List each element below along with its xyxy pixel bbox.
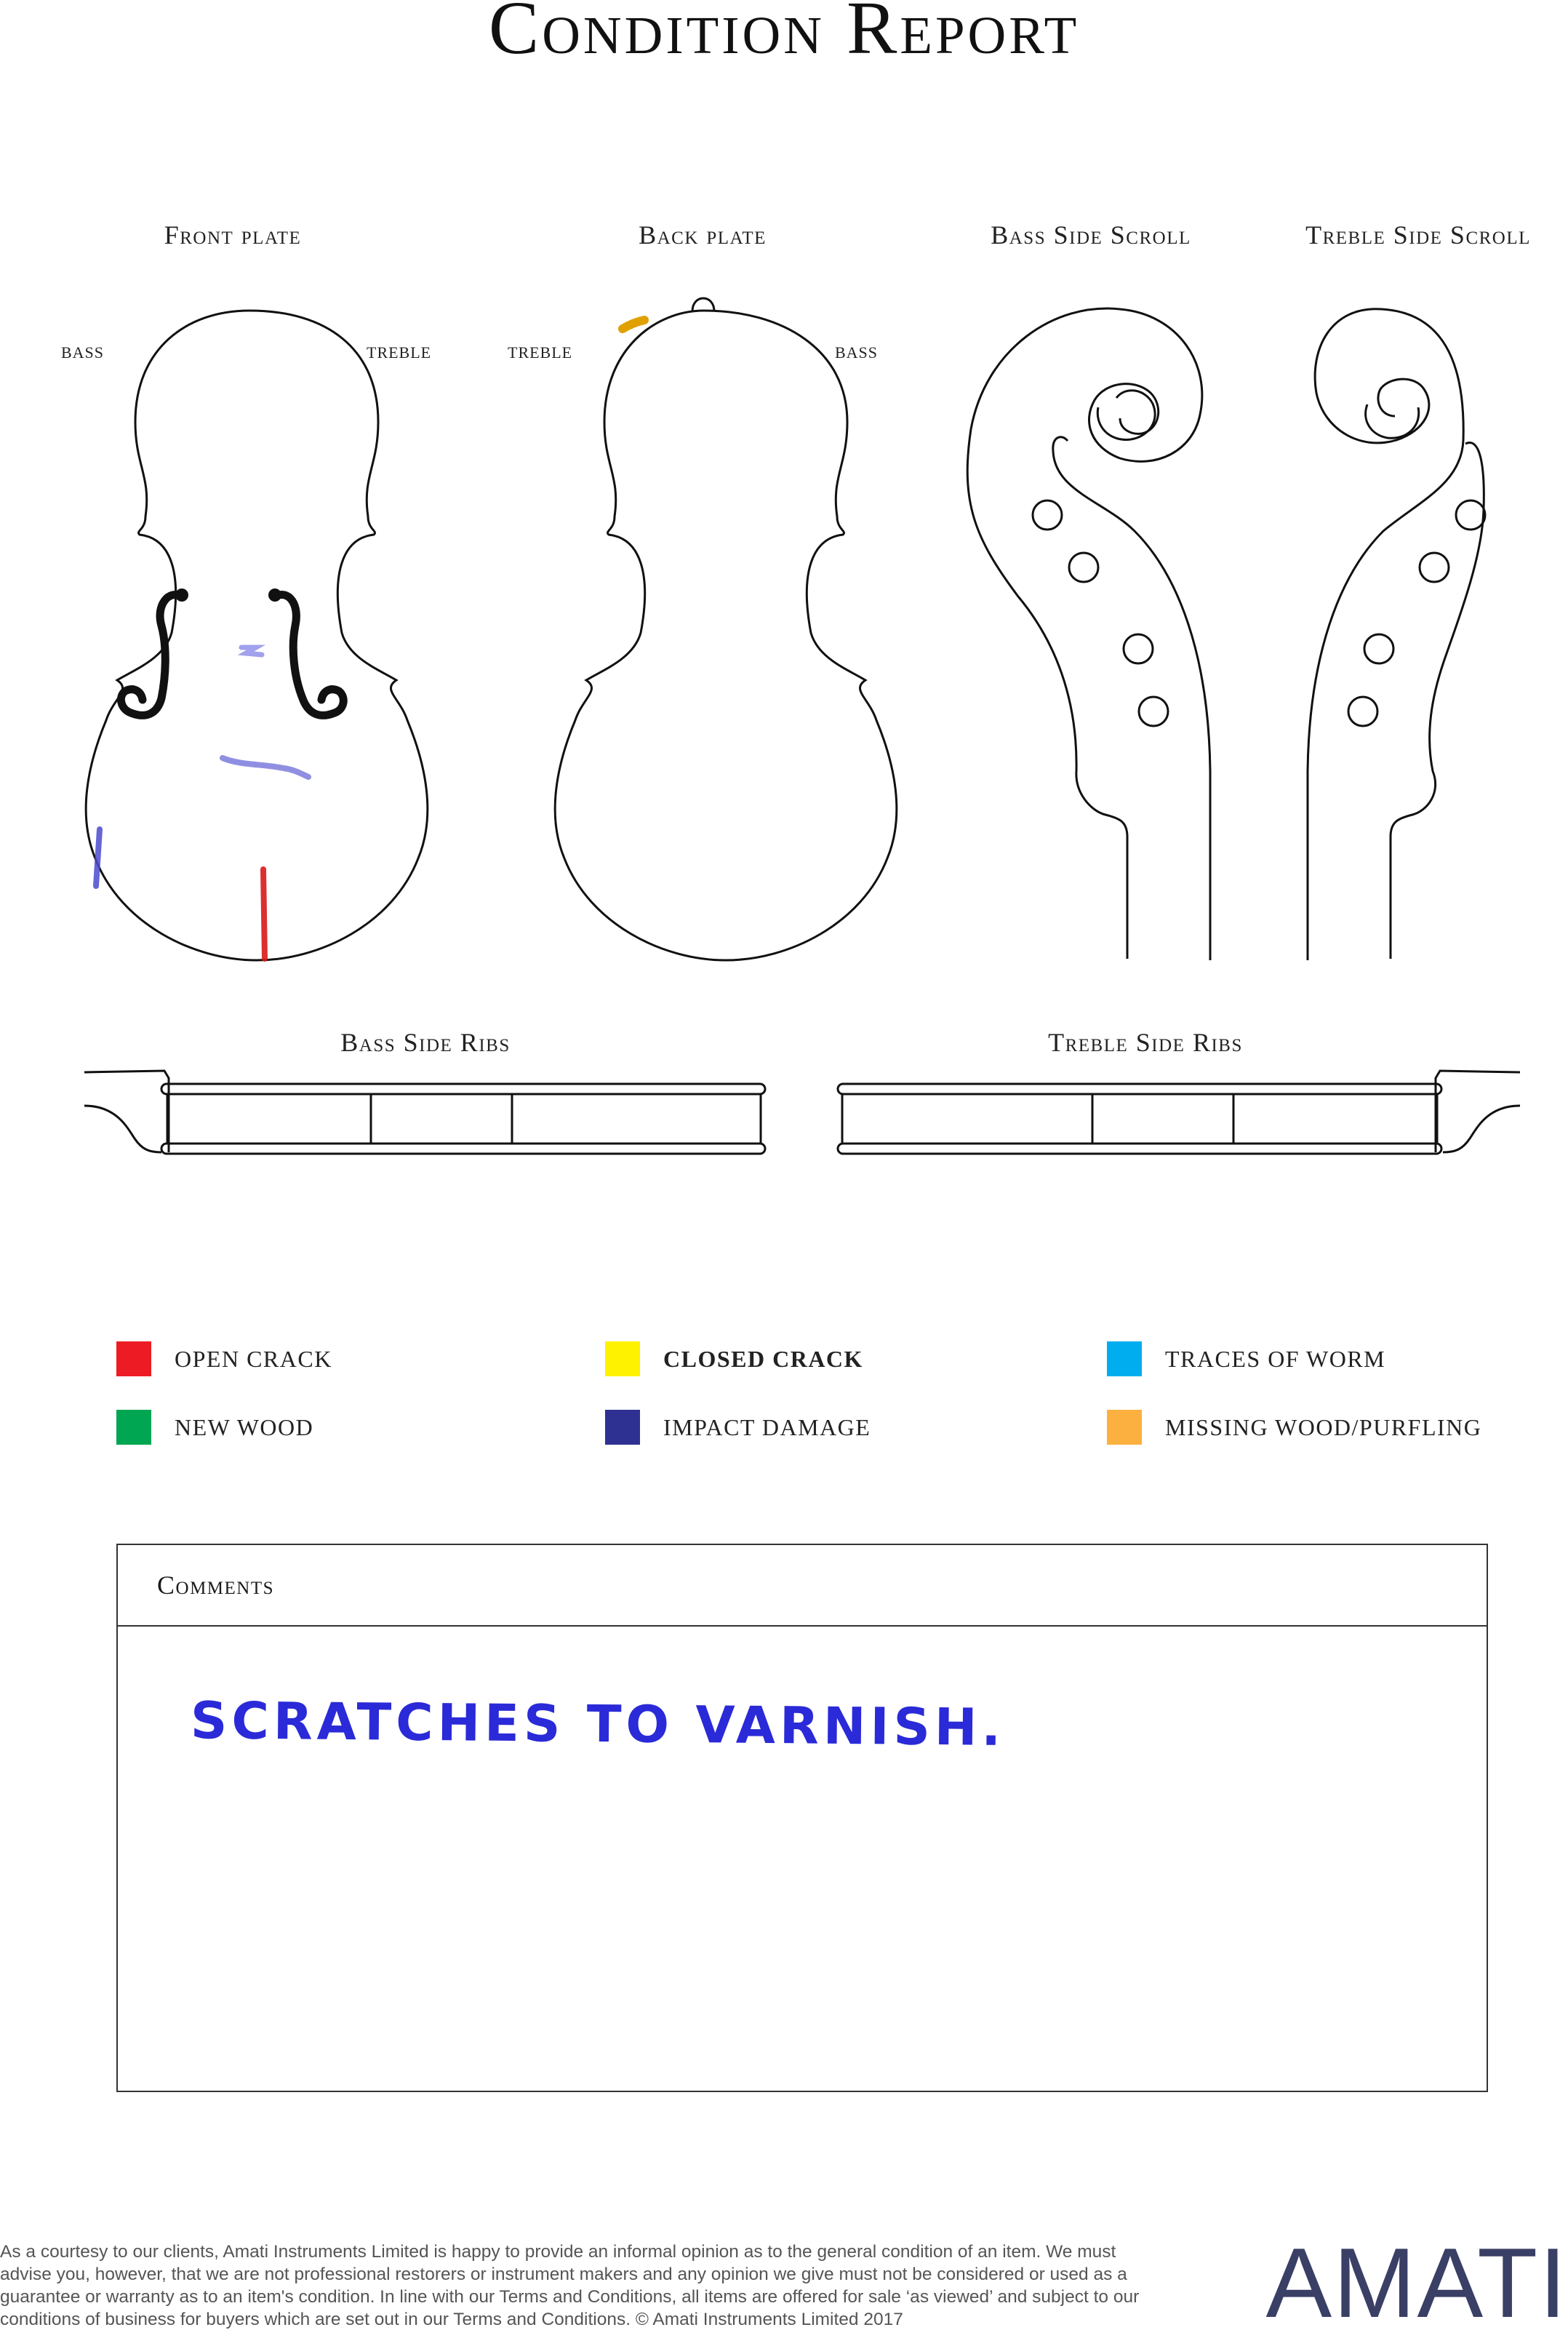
legend-label: TRACES OF WORM (1165, 1345, 1386, 1372)
legend-label: OPEN CRACK (175, 1345, 332, 1372)
back-bass-label: BASS (835, 343, 879, 362)
back-plate-label: Back plate (639, 220, 767, 250)
closed-crack-swatch (605, 1341, 640, 1376)
legend-item-impact-damage (605, 1409, 871, 1445)
legend-item-new-wood (116, 1409, 313, 1445)
legend-label: CLOSED CRACK (663, 1345, 863, 1372)
bass-side-scroll-label: Bass Side Scroll (991, 220, 1191, 250)
legend-item-traces-of-worm (1107, 1341, 1385, 1377)
bass-side-ribs-label: Bass Side Ribs (340, 1028, 511, 1057)
back-treble-label: TREBLE (508, 343, 573, 362)
comments-heading: Comments (118, 1545, 1487, 1627)
front-bass-label: BASS (61, 343, 105, 362)
treble-side-scroll-label: Treble Side Scroll (1305, 220, 1531, 250)
comments-text: SCRATCHES TO VARNISH. (190, 1691, 1006, 1758)
new-wood-swatch (116, 1410, 151, 1445)
front-treble-label: TREBLE (367, 343, 432, 362)
legend-item-open-crack (116, 1341, 332, 1377)
treble-side-ribs-label: Treble Side Ribs (1048, 1028, 1243, 1057)
brand-logo: AMATI (1265, 2227, 1568, 2338)
legend-label: NEW WOOD (175, 1413, 314, 1440)
page-title: Condition Report (488, 0, 1080, 70)
legend-label: IMPACT DAMAGE (663, 1413, 871, 1440)
front-plate-label: Front plate (164, 220, 302, 250)
traces-of-worm-swatch (1107, 1341, 1142, 1376)
open-crack-swatch (116, 1341, 151, 1376)
missing-wood-swatch (1107, 1410, 1142, 1445)
legend-label: MISSING WOOD/PURFLING (1165, 1413, 1482, 1440)
disclaimer: As a courtesy to our clients, Amati Instruments Limited is happy to provide an informal opinion as to the general condition of an item. We must advise you, however, that we are not professional restorers or instrument makers and any opinion we give must not be considered or used as a guarantee or warranty as to an item's condition. In line with our Terms and Conditions, all items are offered for sale ‘as viewed’ and subject to our conditions of business for buyers which are set out in our Terms and Conditions. © Amati Instruments Limited 2017 (0, 2242, 1140, 2329)
impact-damage-swatch (605, 1410, 640, 1445)
legend-item-closed-crack (605, 1341, 863, 1377)
comments-box (116, 1544, 1488, 2092)
legend-item-missing-wood (1107, 1409, 1481, 1445)
